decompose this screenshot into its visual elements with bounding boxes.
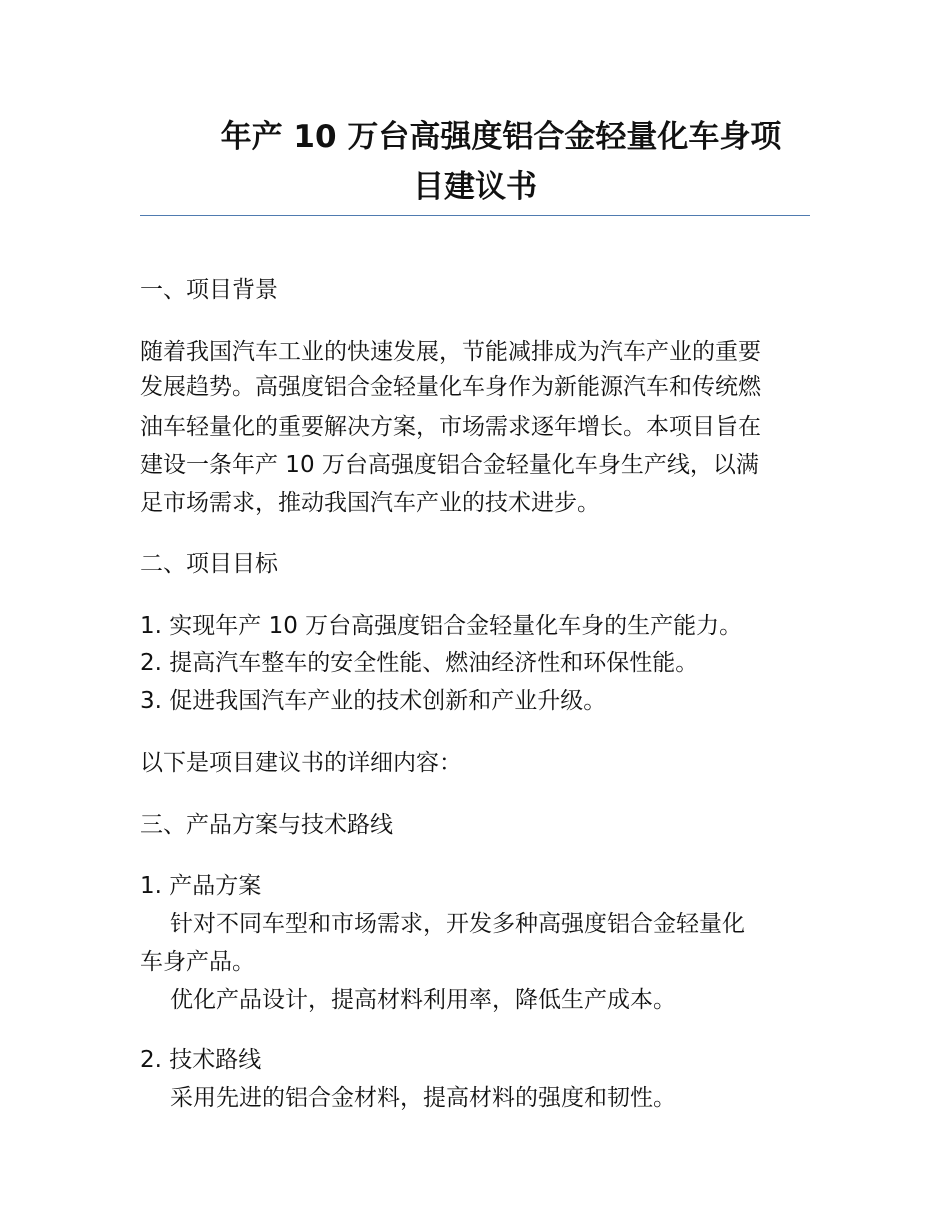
- paragraph-line: 车身产品。: [140, 949, 255, 975]
- goal-item: 3. 促进我国汽车产业的技术创新和产业升级。: [140, 688, 607, 714]
- title-divider: [140, 215, 810, 216]
- paragraph-line: 针对不同车型和市场需求，开发多种高强度铝合金轻量化: [170, 911, 745, 937]
- section-3-heading: 三、产品方案与技术路线: [140, 812, 393, 838]
- paragraph-line: 采用先进的铝合金材料，提高材料的强度和韧性。: [170, 1085, 676, 1111]
- paragraph-line: 建设一条年产 10 万台高强度铝合金轻量化车身生产线，以满: [140, 452, 759, 478]
- subsection-3-2-heading: 2. 技术路线: [140, 1047, 262, 1073]
- goal-item: 2. 提高汽车整车的安全性能、燃油经济性和环保性能。: [140, 650, 699, 676]
- paragraph-line: 油车轻量化的重要解决方案，市场需求逐年增长。本项目旨在: [140, 414, 761, 440]
- title-line-1: 年产 10 万台高强度铝合金轻量化车身项: [220, 119, 782, 155]
- subsection-3-1-heading: 1. 产品方案: [140, 873, 262, 899]
- section-2-heading: 二、项目目标: [140, 551, 278, 577]
- section-1-heading: 一、项目背景: [140, 277, 278, 303]
- paragraph-line: 发展趋势。高强度铝合金轻量化车身作为新能源汽车和传统燃: [140, 374, 761, 400]
- paragraph-line: 随着我国汽车工业的快速发展，节能减排成为汽车产业的重要: [140, 339, 761, 365]
- paragraph-line: 优化产品设计，提高材料利用率，降低生产成本。: [170, 987, 676, 1013]
- title-line-2: 目建议书: [413, 169, 537, 205]
- intro-line: 以下是项目建议书的详细内容：: [140, 750, 462, 776]
- document-title: [140, 112, 810, 212]
- paragraph-line: 足市场需求，推动我国汽车产业的技术进步。: [140, 490, 600, 516]
- goal-item: 1. 实现年产 10 万台高强度铝合金轻量化车身的生产能力。: [140, 613, 743, 639]
